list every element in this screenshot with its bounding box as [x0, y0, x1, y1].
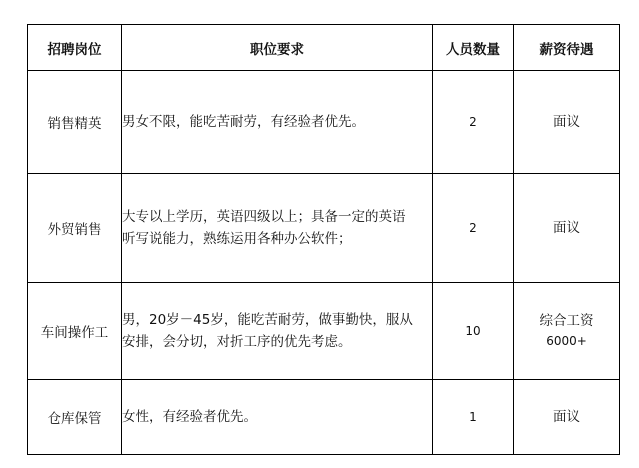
table-row [28, 174, 620, 283]
salary-line: 6000+ [546, 334, 587, 348]
salary-line: 面议 [553, 220, 580, 236]
table-row [28, 283, 620, 380]
salary-line: 面议 [553, 409, 580, 425]
salary-cell [514, 174, 620, 283]
table-row [28, 380, 620, 455]
requirements-cell [122, 380, 433, 455]
count-cell: 1 [433, 380, 514, 455]
salary-cell [514, 283, 620, 380]
position-cell: 外贸销售 [28, 174, 122, 283]
header-salary: 薪资待遇 [514, 25, 620, 71]
requirements-line: 安排，会分切，对折工序的优先考虑。 [122, 334, 352, 350]
header-count: 人员数量 [433, 25, 514, 71]
position-cell: 车间操作工 [28, 283, 122, 380]
count-cell: 2 [433, 71, 514, 174]
requirements-line: 女性，有经验者优先。 [122, 409, 257, 425]
requirements-cell [122, 174, 433, 283]
salary-line: 综合工资 [539, 313, 594, 329]
requirements-line: 大专以上学历，英语四级以上；具备一定的英语 [122, 209, 406, 225]
requirements-cell [122, 283, 433, 380]
header-requirements: 职位要求 [122, 25, 433, 71]
salary-cell [514, 380, 620, 455]
table-row [28, 71, 620, 174]
requirements-line: 听写说能力，熟练运用各种办公软件； [122, 231, 352, 247]
requirements-line: 男女不限，能吃苦耐劳，有经验者优先。 [122, 114, 365, 130]
header-position: 招聘岗位 [28, 25, 122, 71]
salary-line: 面议 [553, 114, 580, 130]
requirements-line: 男，20岁－45岁，能吃苦耐劳，做事勤快，服从 [122, 312, 413, 328]
position-cell: 销售精英 [28, 71, 122, 174]
table-header-row [28, 25, 620, 71]
recruitment-table [27, 24, 620, 455]
count-cell: 10 [433, 283, 514, 380]
count-cell: 2 [433, 174, 514, 283]
requirements-cell [122, 71, 433, 174]
salary-cell [514, 71, 620, 174]
position-cell: 仓库保管 [28, 380, 122, 455]
